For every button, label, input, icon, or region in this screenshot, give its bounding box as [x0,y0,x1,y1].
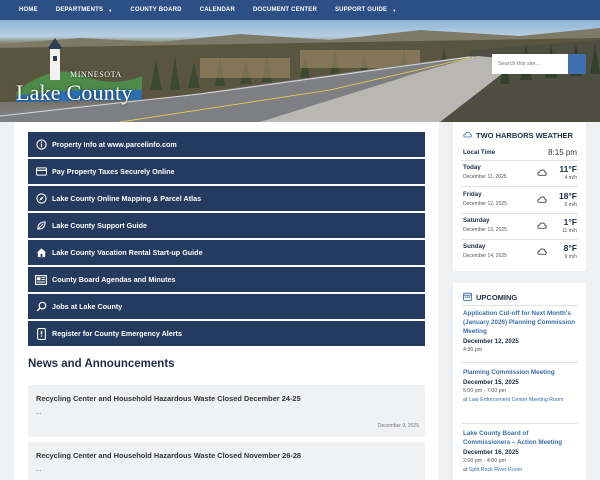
top-navigation [0,0,600,20]
magnifier-icon [35,301,47,313]
quick-link-label: Lake County Support Guide [52,221,148,230]
divider [461,160,578,161]
divider [461,362,578,363]
event-item [463,309,577,355]
news-heading: News and Announcements [28,358,175,370]
forecast-wind: 11 m/h [562,228,577,234]
quick-link-board-agendas[interactable] [28,267,425,292]
forecast-day-name: Friday [463,191,482,198]
forecast-day [463,164,577,186]
compass-icon [35,193,47,205]
caret-down-icon: ▼ [108,7,113,13]
quick-link-label: Lake County Vacation Rental Start-up Guide [52,248,203,257]
nav-calendar[interactable] [191,0,244,20]
nav-document-center[interactable] [244,0,326,20]
house-icon [35,247,47,259]
event-time: 2:00 pm - 4:00 pm [463,458,506,464]
event-date: December 15, 2025 [463,379,519,386]
quick-link-label: Pay Property Taxes Securely Online [52,167,175,176]
divider [461,239,578,240]
quick-link-label: Lake County Online Mapping & Parcel Atlas [52,194,202,203]
event-location-prefix: at [463,467,469,473]
lake-county-logo[interactable] [14,36,146,114]
quick-link-property-info[interactable] [28,132,425,157]
cloud-icon [537,222,547,229]
nav-document-center-label: DOCUMENT CENTER [252,7,317,13]
event-title-link[interactable]: Lake County Board of Commissioners – Action Meeting [463,430,563,446]
forecast-day [463,191,577,213]
caret-down-icon: ▼ [392,7,397,13]
forecast-temp: 8°F [563,243,577,253]
divider [461,423,578,424]
forecast-wind: 6 m/h [564,202,577,208]
nav-county-board-label: COUNTY BOARD [130,7,182,13]
quick-link-label: Register for County Emergency Alerts [52,329,182,338]
logo-state-text: MINNESOTA [70,70,122,79]
forecast-wind: 4 m/h [564,175,577,181]
search-icon [492,54,500,62]
newspaper-icon [35,274,47,286]
info-icon [35,139,47,151]
forecast-temp: 11°F [559,164,577,174]
news-item-title[interactable]: Recycling Center and Household Hazardous Waste Closed November 26-28 [36,451,302,460]
forecast-day-name: Today [463,164,481,171]
news-item[interactable] [28,385,425,437]
news-item-excerpt: ... [36,409,42,416]
weather-title: TWO HARBORS WEATHER [476,131,573,140]
forecast-day-date: December 13, 2025 [463,227,507,233]
nav-support-guide[interactable] [326,0,405,20]
event-time: 4:30 pm [463,347,483,353]
quick-link-jobs[interactable] [28,294,425,319]
upcoming-events [453,283,586,480]
leaf-icon [35,220,47,232]
search-button[interactable] [568,54,586,74]
news-item-title[interactable]: Recycling Center and Household Hazardous Waste Closed December 24-25 [36,394,301,403]
divider [461,186,578,187]
quick-link-label: County Board Agendas and Minutes [52,275,176,284]
forecast-day-name: Saturday [463,217,490,224]
quick-link-pay-taxes[interactable] [28,159,425,184]
cloud-icon [537,248,547,255]
event-location [463,396,577,404]
phone-alert-icon [35,328,47,340]
credit-card-icon [35,166,47,178]
forecast-day [463,217,577,239]
cloud-icon [463,131,472,140]
quick-link-mapping-atlas[interactable] [28,186,425,211]
quick-link-support-guide[interactable] [28,213,425,238]
quick-link-label: Jobs at Lake County [52,302,123,311]
news-item-excerpt: ... [36,466,42,473]
forecast-temp: 18°F [558,191,577,201]
upcoming-heading [463,292,517,303]
event-location-link[interactable]: Split Rock River Room [468,467,523,473]
site-search [492,54,586,74]
quick-link-vacation-rental[interactable] [28,240,425,265]
forecast-wind: 9 m/h [564,254,577,260]
divider [461,213,578,214]
forecast-day-date: December 12, 2025 [463,201,507,207]
event-title-link[interactable]: Planning Commission Meeting [463,369,555,376]
weather-heading [463,131,573,140]
forecast-day-name: Sunday [463,243,486,250]
hero-banner [0,20,600,122]
cloud-icon [537,169,547,176]
nav-departments[interactable] [47,0,122,20]
nav-home[interactable] [0,0,47,20]
calendar-icon [463,292,472,303]
divider [461,305,578,306]
weather-widget [453,122,586,271]
quick-link-label: Property Info at www.parcelinfo.com [52,140,177,149]
event-item [463,429,577,474]
nav-county-board[interactable] [121,0,190,20]
quick-links-list [28,132,425,348]
forecast-temp: 1°F [563,217,577,227]
forecast-day-date: December 14, 2025 [463,253,507,259]
nav-home-label: HOME [19,7,38,13]
nav-departments-label: DEPARTMENTS [55,7,104,13]
quick-link-emergency-alerts[interactable] [28,321,425,346]
forecast-day-date: December 11, 2025 [463,174,507,180]
event-title-link[interactable]: Application Cut-off for Next Month's (January 2026) Planning Commission Meeting [463,310,575,335]
logo-county-text: Lake County [16,80,133,105]
event-time: 5:00 pm - 7:00 pm [463,388,506,394]
upcoming-title: UPCOMING [476,293,518,302]
event-date: December 16, 2025 [463,449,519,456]
news-item[interactable] [28,442,425,480]
event-date: December 12, 2025 [463,338,519,345]
event-location [463,466,577,474]
local-time-label: Local Time [463,149,496,156]
nav-support-guide-label: SUPPORT GUIDE [334,7,388,13]
forecast-day [463,243,577,265]
nav-calendar-label: CALENDAR [199,7,235,13]
cloud-icon [537,196,547,203]
event-location-link[interactable]: Law Enforcement Center Meeting Room [468,397,564,403]
search-input[interactable] [492,54,568,74]
local-time-value: 8:15 pm [548,148,577,157]
event-item [463,368,577,404]
news-item-date: December 9, 2025 [377,423,419,429]
local-time-row [463,149,577,156]
event-location-prefix: at [463,397,469,403]
